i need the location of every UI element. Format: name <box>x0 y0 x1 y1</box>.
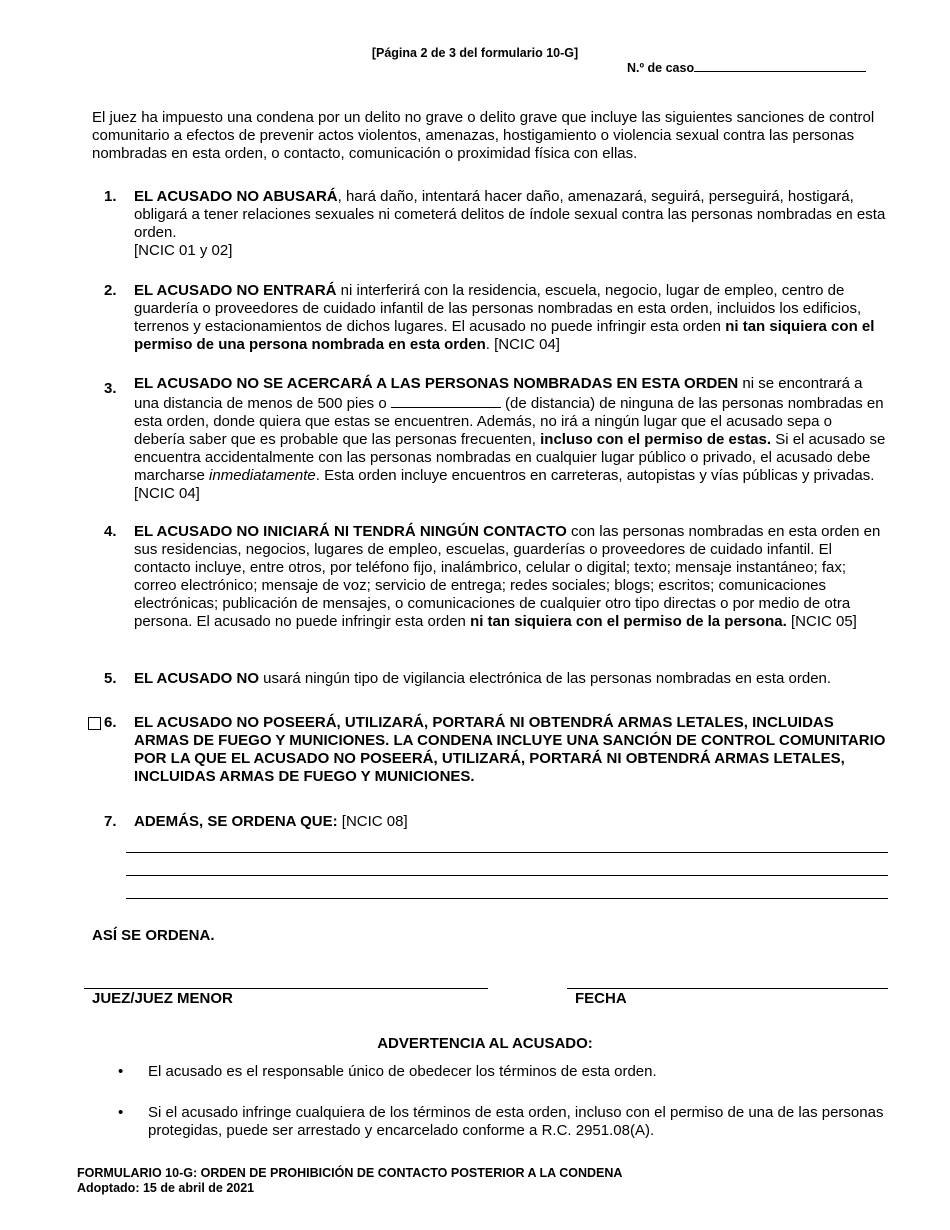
distance-field[interactable] <box>391 393 501 408</box>
case-number-field[interactable] <box>694 60 866 72</box>
item-3-heading: EL ACUSADO NO SE ACERCARÁ A LAS PERSONAS NOMBRADAS EN ESTA ORDEN <box>134 375 739 392</box>
item-6-text: EL ACUSADO NO POSEERÁ, UTILIZARÁ, PORTARÁ NI OBTENDRÁ ARMAS LETALES, INCLUIDAS ARMAS DE FUEGO Y MUNICIONES. LA CONDENA INCLUYE UNA SANCIÓN DE CONTROL COMUNITARIO POR LA QUE EL ACUSADO NO POSEERÁ, UTILIZARÁ, PORTARÁ NI OBTENDRÁ ARMAS LETALES, INCLUIDAS ARMAS DE FUEGO Y MUNICIONES. <box>134 714 886 785</box>
item-2-text: EL ACUSADO NO ENTRARÁ ni interferirá con la residencia, escuela, negocio, lugar de empleo, centro de guardería o proveedores de cuidado infantil de las personas nombradas en esta orden, incluidos los edificios, terrenos y estacionamientos de dichos lugares. El acusado no puede infringir esta orden ni tan siquiera con el permiso de una persona nombrada en esta orden. [NCIC 04] <box>134 282 875 353</box>
page-label: [Página 2 de 3 del formulario 10-G] <box>371 46 579 60</box>
item-7-number: 7. <box>104 813 117 830</box>
item-1-text: EL ACUSADO NO ABUSARÁ, hará daño, intentará hacer daño, amenazará, seguirá, perseguirá, hostigará, obligará a tener relaciones sexuales ni cometerá delitos de índole sexual contra las personas nombradas en esta orden. [NCIC 01 y 02] <box>134 188 886 259</box>
item-3-number: 3. <box>104 380 117 397</box>
bullet-2-marker: • <box>118 1104 124 1121</box>
item-7-heading: ADEMÁS, SE ORDENA QUE: <box>134 813 338 830</box>
additional-order-line-1[interactable] <box>126 852 888 853</box>
item-5-text: EL ACUSADO NO usará ningún tipo de vigilancia electrónica de las personas nombradas en esta orden. <box>134 670 832 687</box>
case-number <box>627 59 866 77</box>
warning-bullet-2: Si el acusado infringe cualquiera de los términos de esta orden, incluso con el permiso de una de las personas protegidas, puede ser arrestado y encarcelado conforme a R.C. 2951.08(A). <box>148 1104 884 1139</box>
item-3-text: EL ACUSADO NO SE ACERCARÁ A LAS PERSONAS NOMBRADAS EN ESTA ORDEN ni se encontrará a una distancia de menos de 500 pies o (de distancia) de ninguna de las personas nombradas en esta orden, donde quiera que estas se encuentren. Además, no irá a ningún lugar que el acusado sepa o debería saber que es probable que las personas frecuenten, incluso con el permiso de estas. Si el acusado se encuentra accidentalmente con las personas nombradas en cualquier lugar público o privado, el acusado debe marcharse inmediatamente. Esta orden incluye encuentros en carreteras, autopistas y vías públicas y privadas. [NCIC 04] <box>134 375 886 502</box>
item-4-heading: EL ACUSADO NO INICIARÁ NI TENDRÁ NINGÚN CONTACTO <box>134 523 567 540</box>
additional-order-line-2[interactable] <box>126 875 888 876</box>
item-1-heading: EL ACUSADO NO ABUSARÁ <box>134 188 338 205</box>
warning-bullet-1: El acusado es el responsable único de obedecer los términos de esta orden. <box>148 1063 657 1080</box>
item-6-number: 6. <box>104 714 117 731</box>
item-2-heading: EL ACUSADO NO ENTRARÁ <box>134 282 337 299</box>
item-4-number: 4. <box>104 523 117 540</box>
date-label: FECHA <box>575 990 627 1007</box>
so-ordered: ASÍ SE ORDENA. <box>92 927 215 944</box>
judge-label: JUEZ/JUEZ MENOR <box>92 990 233 1007</box>
footer-adopted-date: Adoptado: 15 de abril de 2021 <box>77 1181 255 1195</box>
date-line[interactable] <box>567 988 888 989</box>
item-4-text: EL ACUSADO NO INICIARÁ NI TENDRÁ NINGÚN CONTACTO con las personas nombradas en esta orden en sus residencias, negocios, lugares de empleo, escuelas, guarderías o proveedores de cuidado infantil. El contacto incluye, entre otros, por teléfono fijo, inalámbrico, celular o digital; texto; mensaje instantáneo; fax; correo electrónico; mensaje de voz; servicio de entrega; redes sociales; blogs; escritos; comunicaciones electrónicas; publicación de mensajes, o comunicaciones de cualquier otro tipo directas o por medio de otra persona. El acusado no puede infringir esta orden ni tan siquiera con el permiso de la persona. [NCIC 05] <box>134 523 881 630</box>
footer-form-title: FORMULARIO 10-G: ORDEN DE PROHIBICIÓN DE CONTACTO POSTERIOR A LA CONDENA <box>77 1166 623 1180</box>
judge-signature-line[interactable] <box>84 988 488 989</box>
warning-title: ADVERTENCIA AL ACUSADO: <box>377 1035 593 1052</box>
additional-order-line-3[interactable] <box>126 898 888 899</box>
item-1-ncic: [NCIC 01 y 02] <box>134 242 233 259</box>
bullet-1-marker: • <box>118 1063 124 1080</box>
item-2-number: 2. <box>104 282 117 299</box>
case-number-label: N.º de caso <box>627 61 695 75</box>
intro-paragraph: El juez ha impuesto una condena por un delito no grave o delito grave que incluye las siguientes sanciones de control comunitario a efectos de prevenir actos violentos, amenazas, hostigamiento o violencia sexual contra las personas nombradas en esta orden, o contacto, comunicación o proximidad física con ellas. <box>92 109 875 162</box>
item-5-heading: EL ACUSADO NO <box>134 670 260 687</box>
item-7-text: ADEMÁS, SE ORDENA QUE: [NCIC 08] <box>134 813 408 830</box>
item-1-number: 1. <box>104 188 117 205</box>
item-6-checkbox[interactable] <box>88 717 101 730</box>
item-5-number: 5. <box>104 670 117 687</box>
